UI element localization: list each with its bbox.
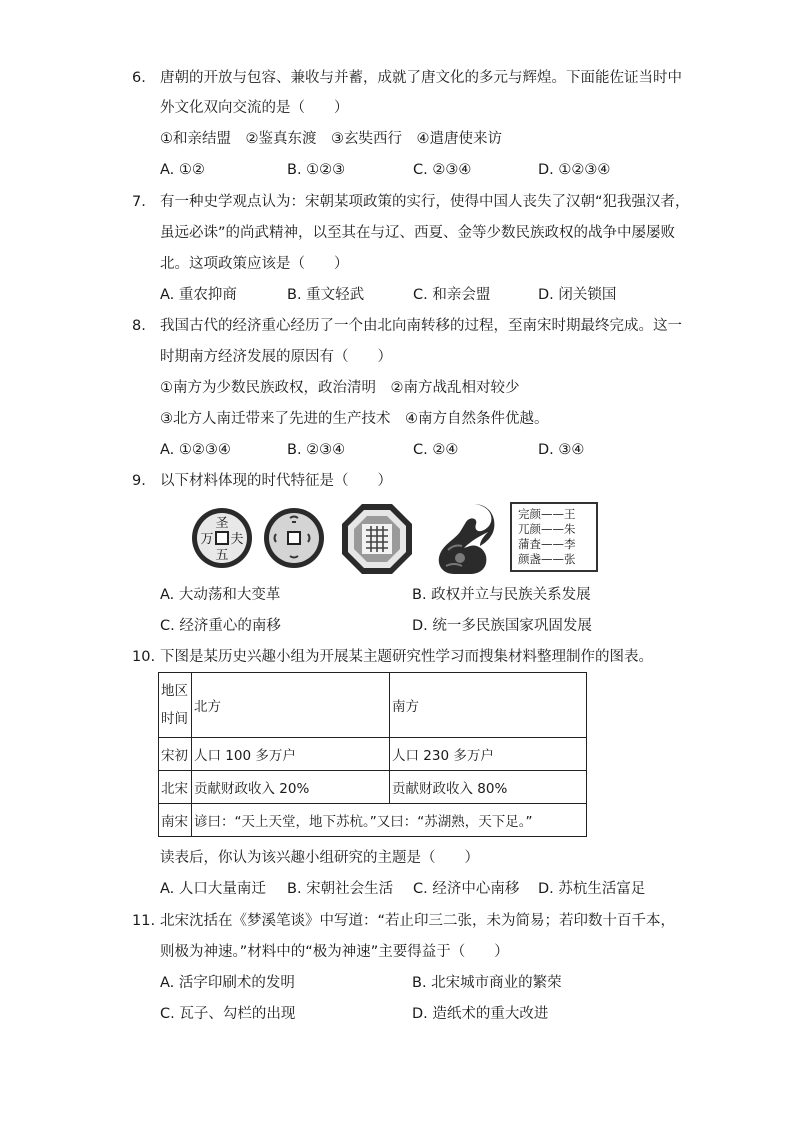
question-stem-line: 时期南方经济发展的原因有（ ） xyxy=(160,349,392,365)
question-items: ①和亲结盟 ②鉴真东渡 ③玄奘西行 ④遣唐使来访 xyxy=(160,131,502,147)
octagonal-seal-image xyxy=(340,502,414,576)
option-c: C. ②③④ xyxy=(413,162,472,178)
surname-correspondence-image xyxy=(510,502,598,572)
option-b: B. 重文轻武 xyxy=(287,287,365,303)
coin-image xyxy=(262,506,326,570)
table-row-label: 宋初 xyxy=(159,738,192,771)
option-c: C. 经济重心的南移 xyxy=(160,618,281,634)
question-number: 11. xyxy=(132,913,156,929)
option-c: C. 和亲会盟 xyxy=(413,287,491,303)
option-a: A. 人口大量南迁 xyxy=(160,881,266,897)
surname-pair: 完颜——王 xyxy=(518,507,576,521)
option-a: A. ①②③④ xyxy=(160,442,231,458)
question-items: ③北方人南迁带来了先进的生产技术 ④南方自然条件优越。 xyxy=(160,411,549,427)
coin-char: 圣 xyxy=(215,516,229,531)
table-corner-cell xyxy=(159,673,192,738)
question-stem-line: 读表后，你认为该兴趣小组研究的主题是（ ） xyxy=(160,850,479,866)
question-stem-line: 外文化双向交流的是（ ） xyxy=(160,100,349,116)
option-d: D. ③④ xyxy=(538,442,585,458)
question-stem-line: 我国古代的经济重心经历了一个由北向南转移的过程，至南宋时期最终完成。这一 xyxy=(160,318,682,334)
table-cell: 贡献财政收入 80% xyxy=(390,771,587,804)
option-a: A. 大动荡和大变革 xyxy=(160,587,281,603)
surname-pair: 颜盏——张 xyxy=(518,552,576,566)
question-stem-line: 唐朝的开放与包容、兼收与并蓄，成就了唐文化的多元与辉煌。下面能佐证当时中 xyxy=(160,70,682,86)
table-corner-top: 地区 xyxy=(161,683,188,699)
question-number: 8. xyxy=(132,318,146,334)
option-d: D. 造纸术的重大改进 xyxy=(412,1006,549,1022)
table-row xyxy=(159,771,587,804)
table-cell: 人口 100 多万户 xyxy=(192,738,390,771)
north-south-table xyxy=(158,672,587,837)
question-number: 7. xyxy=(132,194,146,210)
option-b: B. 政权并立与民族关系发展 xyxy=(412,587,591,603)
question-stem-line: 则极为神速。”材料中的“极为神速”主要得益于（ ） xyxy=(160,944,509,960)
option-b: B. 宋朝社会生活 xyxy=(287,881,394,897)
option-b: B. ②③④ xyxy=(287,442,346,458)
option-c: C. 经济中心南移 xyxy=(413,881,520,897)
table-header-north: 北方 xyxy=(192,673,390,738)
option-a: A. 重农抑商 xyxy=(160,287,237,303)
table-cell: 人口 230 多万户 xyxy=(390,738,587,771)
surname-pair: 兀颜——朱 xyxy=(518,522,576,536)
surname-pair: 蒲査——李 xyxy=(518,537,576,551)
option-b: B. 北宋城市商业的繁荣 xyxy=(412,975,562,991)
option-d: D. ①②③④ xyxy=(538,162,611,178)
coin-char: 万 xyxy=(200,532,214,547)
question-stem-line: 北宋沈括在《梦溪笔谈》中写道：“若止印三二张，未为简易；若印数十百千本， xyxy=(160,913,676,929)
table-row xyxy=(159,738,587,771)
bronze-ornament-image xyxy=(430,500,500,578)
question-number: 10. xyxy=(132,649,156,665)
question-stem-line: 以下材料体现的时代特征是（ ） xyxy=(160,473,392,489)
question-number: 6. xyxy=(132,70,146,86)
question-items: ①南方为少数民族政权，政治清明 ②南方战乱相对较少 xyxy=(160,380,520,396)
question-stem-line: 下图是某历史兴趣小组为开展某主题研究性学习而搜集材料整理制作的图表。 xyxy=(160,649,653,665)
option-d: D. 统一多民族国家巩固发展 xyxy=(412,618,592,634)
question-9-images xyxy=(190,500,610,580)
question-number: 9. xyxy=(132,473,146,489)
table-header-south: 南方 xyxy=(390,673,587,738)
table-header-row xyxy=(159,673,587,738)
option-d: D. 闭关锁国 xyxy=(538,287,617,303)
coin-image xyxy=(190,506,254,570)
option-d: D. 苏杭生活富足 xyxy=(538,881,646,897)
table-row-label: 北宋 xyxy=(159,771,192,804)
table-row xyxy=(159,804,587,837)
coin-char: 五 xyxy=(215,548,229,563)
option-b: B. ①②③ xyxy=(287,162,346,178)
option-c: C. 瓦子、勾栏的出现 xyxy=(160,1006,296,1022)
table-cell: 贡献财政收入 20% xyxy=(192,771,390,804)
question-stem-line: 虽远必诛”的尚武精神，以至其在与辽、西夏、金等少数民族政权的战争中屡屡败 xyxy=(160,225,676,241)
table-cell-merged: 谚曰：“天上天堂，地下苏杭。”又曰：“苏湖熟，天下足。” xyxy=(192,804,587,837)
question-stem-line: 有一种史学观点认为：宋朝某项政策的实行，使得中国人丧失了汉朝“犯我强汉者， xyxy=(160,194,690,210)
table-corner-bottom: 时间 xyxy=(161,711,188,727)
option-a: A. ①② xyxy=(160,162,205,178)
table-row-label: 南宋 xyxy=(159,804,192,837)
coin-char: 夫 xyxy=(230,532,244,547)
option-a: A. 活字印刷术的发明 xyxy=(160,975,295,991)
option-c: C. ②④ xyxy=(413,442,459,458)
question-stem-line: 北。这项政策应该是（ ） xyxy=(160,256,349,272)
